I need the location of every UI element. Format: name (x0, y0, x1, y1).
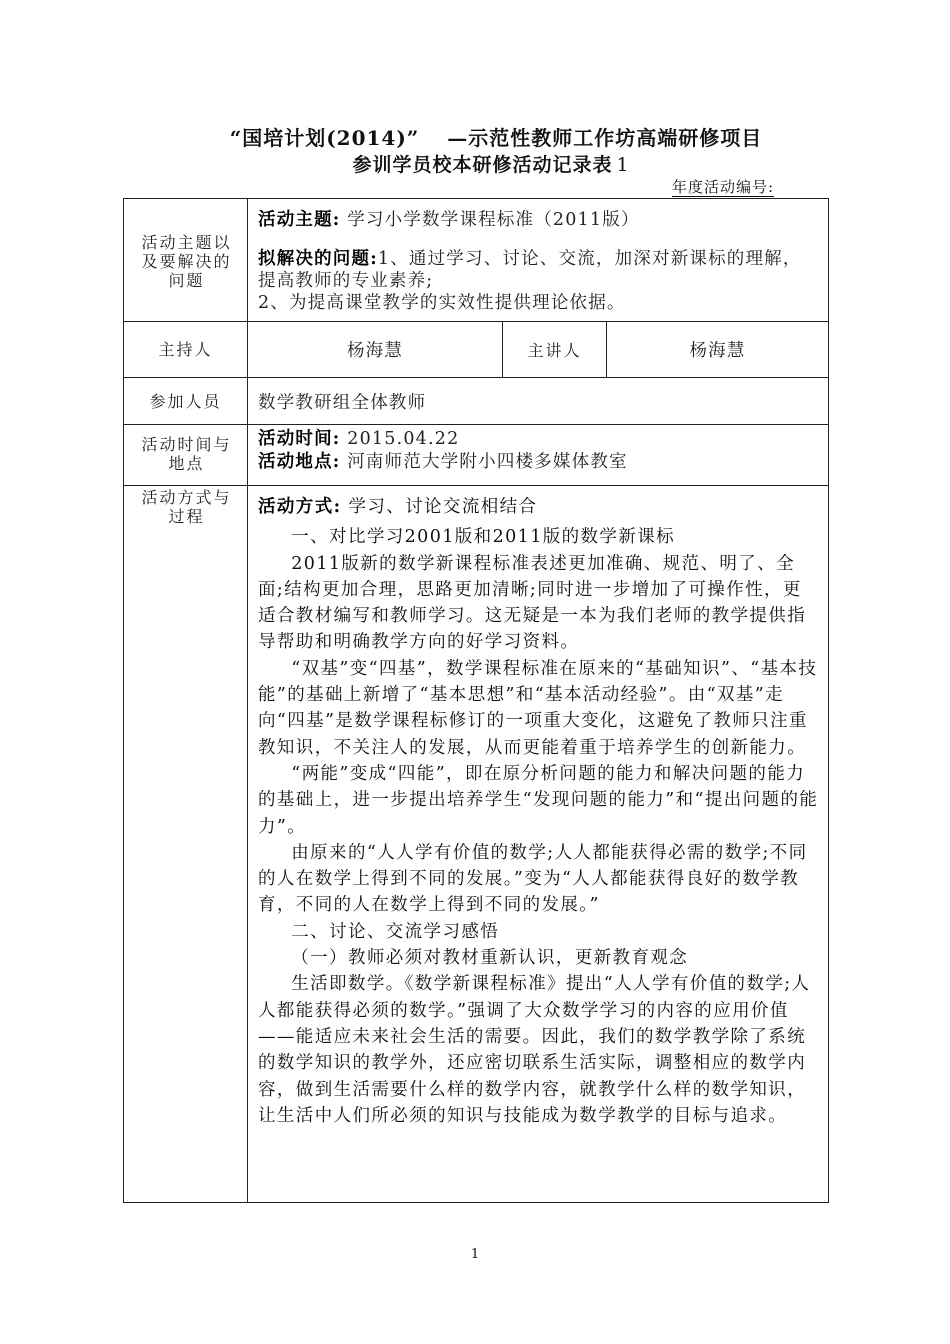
time-place-row (124, 425, 829, 486)
process-label-cell (124, 486, 248, 1203)
process-paragraph: 生活即数学。《数学新课程标准》提出“人人学有价值的数学;人人都能获得必须的数学。”强调了大众数学学习的内容的应用价值——能适应未来社会生活的需要。因此，我们的数学教学除了系统的数学知识的教学外，还应密切联系生活实际，调整相应的数学内容，做到生活需要什么样的数学内容，就教学什么样的数学知识，让生活中人们所必须的知识与技能成为数学教学的目标与追求。 (258, 974, 811, 1126)
place-value: 河南师范大学附小四楼多媒体教室 (347, 452, 628, 472)
process-paragraph: 2011版新的数学新课程标准表述更加准确、规范、明了、全面;结构更加合理，思路更加清晰;同时进一步增加了可操作性，更适合教材编写和教师学习。这无疑是一本为我们老师的教学提供指导帮助和明确教学方向的好学习资料。 (258, 553, 807, 653)
host-label-cell (124, 322, 248, 378)
topic-label: 活动主题以及要解决的问题 (141, 233, 232, 290)
process-paragraph: “双基”变“四基”，数学课程标准在原来的“基础知识”、“基本技能”的基础上新增了“基本思想”和“基本活动经验”。由“双基”走向“四基”是数学课程标修订的一项重大变化，这避免了教师只注重教知识，不关注人的发展，从而更能着重于培养学生的创新能力。 (258, 658, 818, 758)
place-label: 活动地点: (258, 452, 341, 472)
topic-label-cell (124, 199, 248, 322)
title-form-name: 参训学员校本研修活动记录表 (352, 154, 613, 176)
participants-row (124, 378, 829, 425)
title-project-name: —示范性教师工作坊高端研修项目 (447, 126, 763, 150)
document-title-line2 (0, 150, 950, 177)
mode-label: 活动方式: (258, 497, 342, 517)
host-row (124, 322, 829, 378)
process-paragraph: 由原来的“人人学有价值的数学;人人都能获得必需的数学;不同的人在数学上得到不同的发展。”变为“人人都能获得良好的数学教育，不同的人在数学上得到不同的发展。” (258, 842, 808, 916)
problem-block (258, 248, 820, 292)
process-label: 活动方式与过程 (141, 488, 232, 526)
theme-value: 学习小学数学课程标准（2011版） (347, 210, 640, 230)
activity-code-label: 年度活动编号: (672, 178, 775, 196)
speaker-value-cell (607, 322, 829, 378)
time-line (258, 428, 820, 451)
process-row (124, 486, 829, 1203)
host-label: 主持人 (158, 340, 213, 359)
section-heading-1: 一、对比学习2001版和2011版的数学新课标 (291, 527, 676, 548)
problem-label: 拟解决的问题: (258, 249, 378, 269)
mode-line (258, 494, 820, 520)
place-line (258, 451, 820, 474)
document-title-line1 (0, 122, 950, 151)
topic-row (124, 199, 829, 322)
activity-record-table (123, 198, 829, 1203)
time-place-label: 活动时间与地点 (141, 435, 232, 473)
title-program-name: “国培计划(2014)” (229, 126, 420, 150)
section-heading-2: 二、讨论、交流学习感悟 (291, 921, 500, 942)
host-value: 杨海慧 (346, 341, 404, 361)
time-value: 2015.04.22 (347, 429, 460, 449)
process-content-cell (248, 486, 829, 1203)
speaker-label: 主讲人 (527, 341, 582, 360)
participants-label-cell (124, 378, 248, 425)
mode-value: 学习、讨论交流相结合 (348, 497, 538, 517)
topic-content-cell (248, 199, 829, 322)
participants-value: 数学教研组全体教师 (258, 392, 427, 413)
speaker-value: 杨海慧 (689, 341, 746, 361)
problem-item-2: 2、为提高课堂教学的实效性提供理论依据。 (258, 293, 626, 313)
title-form-number: 1 (616, 154, 630, 176)
time-place-value-cell (248, 425, 829, 486)
page-number: 1 (470, 1247, 480, 1262)
subsection-heading-1: （一）教师必须对教材重新认识，更新教育观念 (291, 948, 689, 969)
participants-value-cell (248, 378, 829, 425)
speaker-label-cell (503, 322, 607, 378)
theme-line (258, 209, 820, 231)
time-label: 活动时间: (258, 429, 341, 449)
host-value-cell (248, 322, 503, 378)
theme-label: 活动主题: (258, 210, 341, 230)
problem-item-1: 1、通过学习、讨论、交流，加深对新课标的理解，提高教师的专业素养; (258, 249, 802, 291)
time-place-label-cell (124, 425, 248, 486)
participants-label: 参加人员 (149, 391, 222, 411)
process-paragraph: “两能”变成“四能”，即在原分析问题的能力和解决问题的能力的基础上，进一步提出培养学生“发现问题的能力”和“提出问题的能力”。 (258, 763, 819, 837)
